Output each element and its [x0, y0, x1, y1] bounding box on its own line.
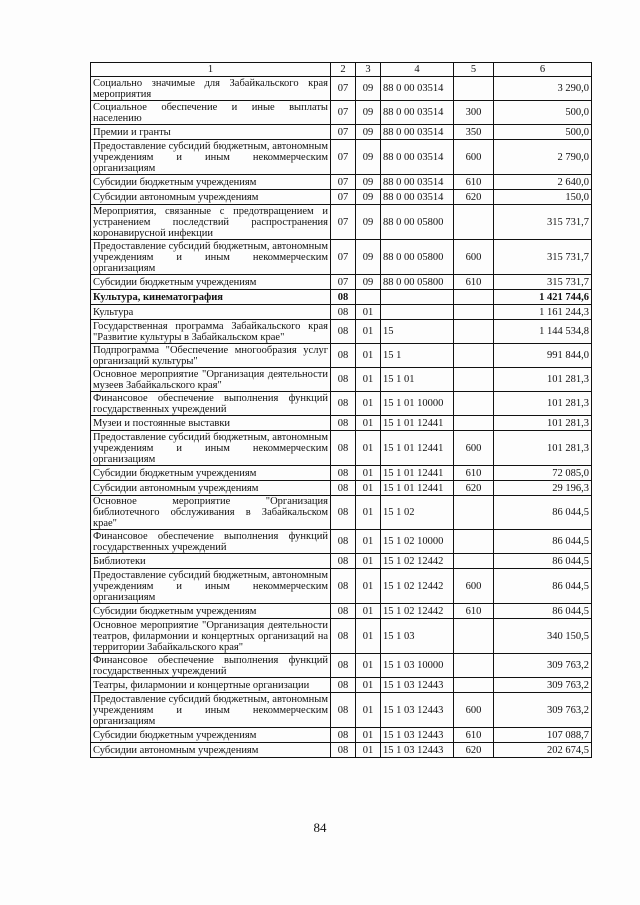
row-subsection: 09	[356, 125, 381, 140]
row-name: Предоставление субсидий бюджетным, автономным учреждениям и иным некоммерческим организациям	[91, 140, 331, 175]
col-header-name: 1	[91, 63, 331, 77]
col-header-target-article: 4	[381, 63, 454, 77]
row-amount: 315 731,7	[494, 275, 592, 290]
row-subsection: 01	[356, 604, 381, 619]
table-row	[91, 416, 592, 431]
row-expense-type	[454, 77, 494, 101]
row-expense-type: 610	[454, 466, 494, 481]
row-target-article: 15 1 02	[381, 496, 454, 530]
row-amount: 101 281,3	[494, 392, 592, 416]
row-subsection: 01	[356, 728, 381, 743]
row-section: 07	[331, 205, 356, 240]
row-expense-type	[454, 368, 494, 392]
row-section: 08	[331, 368, 356, 392]
row-subsection: 01	[356, 654, 381, 678]
table-row	[91, 554, 592, 569]
row-name: Субсидии бюджетным учреждениям	[91, 728, 331, 743]
row-target-article: 15 1 02 12442	[381, 554, 454, 569]
row-expense-type: 600	[454, 693, 494, 728]
row-name: Предоставление субсидий бюджетным, автономным учреждениям и иным некоммерческим организациям	[91, 431, 331, 466]
row-target-article: 15 1 01 12441	[381, 466, 454, 481]
row-amount: 309 763,2	[494, 693, 592, 728]
row-expense-type	[454, 205, 494, 240]
row-subsection: 01	[356, 496, 381, 530]
row-amount: 1 421 744,6	[494, 290, 592, 305]
row-section: 08	[331, 344, 356, 368]
row-section: 08	[331, 481, 356, 496]
row-expense-type	[454, 654, 494, 678]
row-amount: 202 674,5	[494, 743, 592, 758]
table-row	[91, 693, 592, 728]
row-subsection: 09	[356, 101, 381, 125]
table-row	[91, 654, 592, 678]
row-section: 07	[331, 190, 356, 205]
table-row	[91, 604, 592, 619]
row-amount: 86 044,5	[494, 496, 592, 530]
row-target-article: 15 1 03 12443	[381, 728, 454, 743]
row-target-article: 88 0 00 05800	[381, 275, 454, 290]
row-expense-type: 610	[454, 175, 494, 190]
row-target-article: 15 1 03 10000	[381, 654, 454, 678]
row-expense-type	[454, 305, 494, 320]
row-amount: 101 281,3	[494, 368, 592, 392]
row-section: 08	[331, 678, 356, 693]
row-target-article: 15 1 02 10000	[381, 530, 454, 554]
table-row	[91, 344, 592, 368]
row-amount: 500,0	[494, 101, 592, 125]
row-subsection: 01	[356, 305, 381, 320]
row-amount: 86 044,5	[494, 530, 592, 554]
row-section: 08	[331, 466, 356, 481]
table-row	[91, 431, 592, 466]
row-name: Подпрограмма "Обеспечение многообразия услуг организаций культуры"	[91, 344, 331, 368]
row-subsection: 09	[356, 275, 381, 290]
row-name: Финансовое обеспечение выполнения функций государственных учреждений	[91, 654, 331, 678]
row-section: 08	[331, 496, 356, 530]
row-target-article	[381, 305, 454, 320]
budget-table	[90, 62, 592, 758]
row-amount: 150,0	[494, 190, 592, 205]
row-target-article: 15 1 02 12442	[381, 569, 454, 604]
row-name: Основное мероприятие "Организация деятельности музеев Забайкальского края"	[91, 368, 331, 392]
row-section: 08	[331, 728, 356, 743]
row-amount: 107 088,7	[494, 728, 592, 743]
row-amount: 315 731,7	[494, 205, 592, 240]
row-target-article: 88 0 00 05800	[381, 205, 454, 240]
row-expense-type: 610	[454, 275, 494, 290]
table-row	[91, 77, 592, 101]
row-section: 08	[331, 305, 356, 320]
row-expense-type: 610	[454, 604, 494, 619]
table-row	[91, 481, 592, 496]
col-header-subsection: 3	[356, 63, 381, 77]
table-row	[91, 368, 592, 392]
row-subsection: 01	[356, 431, 381, 466]
row-subsection: 01	[356, 619, 381, 654]
row-subsection: 09	[356, 140, 381, 175]
table-row	[91, 240, 592, 275]
table-row	[91, 569, 592, 604]
row-name: Субсидии автономным учреждениям	[91, 743, 331, 758]
table-row	[91, 678, 592, 693]
row-name: Социальное обеспечение и иные выплаты населению	[91, 101, 331, 125]
row-expense-type: 620	[454, 481, 494, 496]
row-section: 07	[331, 77, 356, 101]
row-subsection: 01	[356, 554, 381, 569]
row-target-article: 15 1 01 12441	[381, 416, 454, 431]
row-amount: 500,0	[494, 125, 592, 140]
row-expense-type	[454, 320, 494, 344]
row-subsection: 09	[356, 190, 381, 205]
row-subsection: 01	[356, 678, 381, 693]
row-target-article: 15	[381, 320, 454, 344]
col-header-amount: 6	[494, 63, 592, 77]
table-row	[91, 101, 592, 125]
row-subsection: 01	[356, 743, 381, 758]
col-header-section: 2	[331, 63, 356, 77]
row-amount: 101 281,3	[494, 431, 592, 466]
row-subsection: 01	[356, 320, 381, 344]
row-subsection: 01	[356, 569, 381, 604]
row-amount: 309 763,2	[494, 654, 592, 678]
row-target-article: 15 1 01 12441	[381, 481, 454, 496]
row-amount: 315 731,7	[494, 240, 592, 275]
row-subsection: 09	[356, 175, 381, 190]
row-section: 08	[331, 743, 356, 758]
row-expense-type	[454, 496, 494, 530]
row-section: 08	[331, 554, 356, 569]
row-name: Субсидии автономным учреждениям	[91, 481, 331, 496]
table-row	[91, 530, 592, 554]
row-target-article: 15 1 02 12442	[381, 604, 454, 619]
row-subsection: 09	[356, 240, 381, 275]
row-name: Финансовое обеспечение выполнения функций государственных учреждений	[91, 530, 331, 554]
page-number: 84	[313, 820, 327, 835]
row-section: 08	[331, 604, 356, 619]
table-row	[91, 305, 592, 320]
row-name: Основное мероприятие "Организация библиотечного обслуживания в Забайкальском крае"	[91, 496, 331, 530]
row-section: 08	[331, 693, 356, 728]
row-target-article: 88 0 00 03514	[381, 190, 454, 205]
row-amount: 86 044,5	[494, 554, 592, 569]
row-name: Субсидии автономным учреждениям	[91, 190, 331, 205]
row-section: 08	[331, 530, 356, 554]
row-expense-type: 620	[454, 190, 494, 205]
row-amount: 2 790,0	[494, 140, 592, 175]
row-subsection: 01	[356, 368, 381, 392]
row-name: Музеи и постоянные выставки	[91, 416, 331, 431]
row-subsection: 01	[356, 481, 381, 496]
row-amount: 72 085,0	[494, 466, 592, 481]
row-amount: 3 290,0	[494, 77, 592, 101]
table-row	[91, 125, 592, 140]
row-amount: 309 763,2	[494, 678, 592, 693]
row-expense-type: 620	[454, 743, 494, 758]
row-section: 07	[331, 140, 356, 175]
row-amount: 86 044,5	[494, 569, 592, 604]
row-subsection: 01	[356, 693, 381, 728]
row-name: Библиотеки	[91, 554, 331, 569]
row-expense-type	[454, 678, 494, 693]
row-target-article: 88 0 00 05800	[381, 240, 454, 275]
row-name: Предоставление субсидий бюджетным, автономным учреждениям и иным некоммерческим организациям	[91, 569, 331, 604]
table-row	[91, 290, 592, 305]
row-subsection: 01	[356, 344, 381, 368]
row-amount: 101 281,3	[494, 416, 592, 431]
row-section: 08	[331, 619, 356, 654]
row-name: Предоставление субсидий бюджетным, автономным учреждениям и иным некоммерческим организациям	[91, 240, 331, 275]
col-header-expense-type: 5	[454, 63, 494, 77]
table-row	[91, 392, 592, 416]
row-section: 08	[331, 654, 356, 678]
row-amount: 991 844,0	[494, 344, 592, 368]
row-amount: 29 196,3	[494, 481, 592, 496]
row-name: Финансовое обеспечение выполнения функций государственных учреждений	[91, 392, 331, 416]
row-target-article: 88 0 00 03514	[381, 77, 454, 101]
table-row	[91, 728, 592, 743]
row-section: 08	[331, 416, 356, 431]
row-expense-type	[454, 392, 494, 416]
row-section: 08	[331, 320, 356, 344]
row-expense-type: 600	[454, 240, 494, 275]
row-section: 08	[331, 290, 356, 305]
row-subsection: 01	[356, 530, 381, 554]
table-row	[91, 190, 592, 205]
row-section: 08	[331, 431, 356, 466]
row-name: Мероприятия, связанные с предотвращением и устранением последствий распространения коронавирусной инфекции	[91, 205, 331, 240]
row-subsection: 01	[356, 392, 381, 416]
row-subsection: 09	[356, 77, 381, 101]
row-target-article: 15 1 01 12441	[381, 431, 454, 466]
row-expense-type	[454, 416, 494, 431]
row-expense-type	[454, 290, 494, 305]
row-amount: 340 150,5	[494, 619, 592, 654]
row-name: Культура, кинематография	[91, 290, 331, 305]
row-name: Субсидии бюджетным учреждениям	[91, 175, 331, 190]
row-name: Основное мероприятие "Организация деятельности театров, филармонии и концертных организаций на территории Забайкальского края"	[91, 619, 331, 654]
row-target-article: 15 1 01 10000	[381, 392, 454, 416]
row-name: Предоставление субсидий бюджетным, автономным учреждениям и иным некоммерческим организациям	[91, 693, 331, 728]
row-target-article: 15 1 01	[381, 368, 454, 392]
row-target-article: 15 1 03	[381, 619, 454, 654]
row-expense-type: 350	[454, 125, 494, 140]
row-target-article: 88 0 00 03514	[381, 125, 454, 140]
row-target-article: 15 1 03 12443	[381, 678, 454, 693]
row-amount: 86 044,5	[494, 604, 592, 619]
row-target-article: 15 1	[381, 344, 454, 368]
row-subsection: 09	[356, 205, 381, 240]
row-expense-type	[454, 554, 494, 569]
table-row	[91, 466, 592, 481]
row-expense-type	[454, 619, 494, 654]
row-section: 07	[331, 125, 356, 140]
row-name: Субсидии бюджетным учреждениям	[91, 466, 331, 481]
row-expense-type: 600	[454, 431, 494, 466]
row-subsection: 01	[356, 466, 381, 481]
row-section: 07	[331, 275, 356, 290]
row-target-article: 88 0 00 03514	[381, 101, 454, 125]
row-expense-type	[454, 344, 494, 368]
row-expense-type: 600	[454, 569, 494, 604]
table-row	[91, 205, 592, 240]
header-row	[91, 63, 592, 77]
row-target-article	[381, 290, 454, 305]
row-amount: 1 144 534,8	[494, 320, 592, 344]
row-target-article: 15 1 03 12443	[381, 693, 454, 728]
row-section: 08	[331, 392, 356, 416]
row-section: 07	[331, 101, 356, 125]
row-name: Культура	[91, 305, 331, 320]
row-expense-type	[454, 530, 494, 554]
table-row	[91, 619, 592, 654]
row-name: Театры, филармонии и концертные организации	[91, 678, 331, 693]
row-name: Премии и гранты	[91, 125, 331, 140]
table-row	[91, 320, 592, 344]
row-section: 08	[331, 569, 356, 604]
table-row	[91, 175, 592, 190]
row-section: 07	[331, 175, 356, 190]
row-amount: 2 640,0	[494, 175, 592, 190]
row-expense-type: 600	[454, 140, 494, 175]
row-expense-type: 300	[454, 101, 494, 125]
row-subsection	[356, 290, 381, 305]
table-row	[91, 496, 592, 530]
row-amount: 1 161 244,3	[494, 305, 592, 320]
row-target-article: 15 1 03 12443	[381, 743, 454, 758]
row-subsection: 01	[356, 416, 381, 431]
row-target-article: 88 0 00 03514	[381, 175, 454, 190]
row-section: 07	[331, 240, 356, 275]
table-row	[91, 743, 592, 758]
row-target-article: 88 0 00 03514	[381, 140, 454, 175]
row-name: Субсидии бюджетным учреждениям	[91, 604, 331, 619]
table-row	[91, 140, 592, 175]
row-expense-type: 610	[454, 728, 494, 743]
row-name: Субсидии бюджетным учреждениям	[91, 275, 331, 290]
row-name: Государственная программа Забайкальского края "Развитие культуры в Забайкальском крае"	[91, 320, 331, 344]
row-name: Социально значимые для Забайкальского края мероприятия	[91, 77, 331, 101]
table-row	[91, 275, 592, 290]
